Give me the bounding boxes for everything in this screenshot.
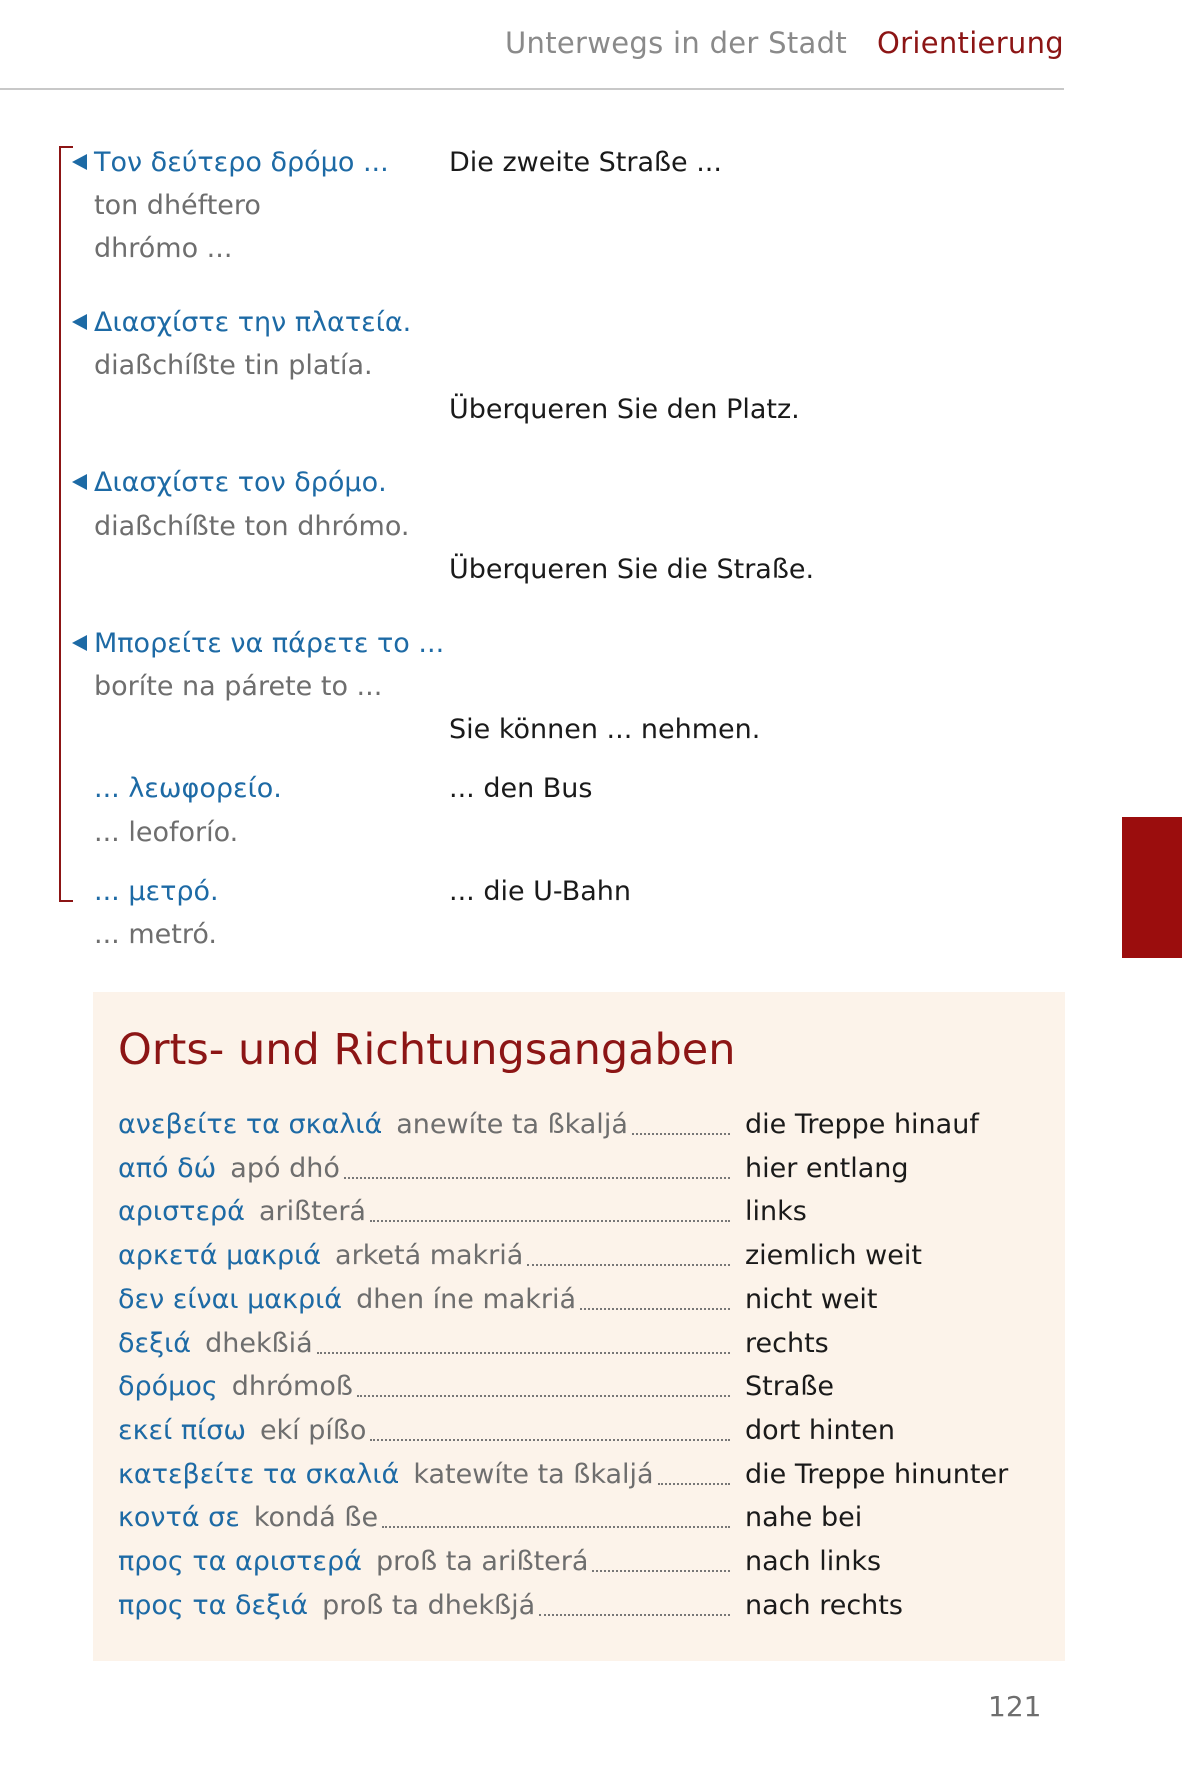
vocab-box <box>93 992 1065 1661</box>
vocab-greek: αρκετά μακριά <box>118 1240 322 1272</box>
vocab-german: rechts <box>745 1327 829 1359</box>
vocab-german: nahe bei <box>745 1502 863 1534</box>
dot-leader <box>370 1411 730 1441</box>
vocab-german: dort hinten <box>745 1414 895 1446</box>
vocab-transliteration: katewíte ta ßkaljá <box>413 1458 654 1490</box>
vocab-greek: αριστερά <box>118 1196 245 1228</box>
vocab-transliteration: anewíte ta ßkaljá <box>396 1109 628 1140</box>
header-divider <box>0 88 1064 90</box>
vocab-row <box>118 1324 1048 1364</box>
phrase-greek: ... μετρό. <box>94 876 219 907</box>
vocab-transliteration: proß ta dhekßjá <box>322 1589 536 1621</box>
phrase-transliteration: diaßchíßte tin platía. <box>94 350 373 381</box>
vocab-transliteration: kondá ße <box>253 1502 379 1534</box>
vocab-german: die Treppe hinauf <box>745 1109 979 1140</box>
dot-leader <box>317 1324 730 1354</box>
dot-leader <box>357 1367 730 1397</box>
vocab-german: hier entlang <box>745 1152 909 1184</box>
dot-leader <box>370 1192 730 1222</box>
vocab-german: die Treppe hinunter <box>745 1458 1009 1490</box>
pointer-arrow-icon <box>72 474 87 490</box>
dot-leader <box>344 1149 730 1179</box>
vocab-greek: προς τα δεξιά <box>118 1589 309 1621</box>
vocab-transliteration: dhekßiá <box>205 1327 313 1359</box>
phrase-transliteration: boríte na párete to ... <box>94 671 383 702</box>
section-title: Unterwegs in der Stadt <box>504 26 847 60</box>
vocab-greek: ανεβείτε τα σκαλιά <box>118 1109 383 1140</box>
vocab-transliteration: ekí píßo <box>259 1414 367 1446</box>
phrase-transliteration: ... metró. <box>94 919 217 950</box>
vocab-transliteration: arißterá <box>258 1196 366 1228</box>
vocab-german: ziemlich weit <box>745 1240 922 1272</box>
vocab-row <box>118 1455 1048 1495</box>
vocab-row <box>118 1498 1048 1538</box>
pointer-arrow-icon <box>72 635 87 651</box>
vocab-greek: δρόμος <box>118 1371 218 1403</box>
phrase-german: Überqueren Sie die Straße. <box>449 554 815 585</box>
phrase-german: ... den Bus <box>449 773 593 804</box>
phrase-german: Die zweite Straße ... <box>449 147 722 178</box>
phrase-greek: ... λεωφορείο. <box>94 773 282 804</box>
vocab-row <box>118 1586 1048 1626</box>
vocab-transliteration: apó dhó <box>230 1152 340 1184</box>
vocab-german: Straße <box>745 1371 834 1403</box>
dot-leader <box>382 1498 730 1528</box>
vocab-transliteration: dhen íne makriá <box>356 1283 577 1315</box>
dot-leader <box>592 1542 730 1572</box>
phrase-transliteration: ton dhéftero <box>94 190 261 221</box>
vocab-greek: κατεβείτε τα σκαλιά <box>118 1458 400 1490</box>
phrase-german: Sie können ... nehmen. <box>449 714 761 745</box>
vocab-german: nach rechts <box>745 1589 903 1621</box>
dot-leader <box>580 1280 730 1310</box>
dot-leader <box>658 1455 730 1485</box>
vocab-german: nach links <box>745 1546 882 1577</box>
vocab-greek: δεξιά <box>118 1327 192 1359</box>
chapter-title: Orientierung <box>877 26 1064 60</box>
phrase-german: Überqueren Sie den Platz. <box>449 394 800 425</box>
vocab-row <box>118 1411 1048 1451</box>
phrase-transliteration: ... leoforío. <box>94 817 239 848</box>
running-header <box>505 26 1064 60</box>
vocab-greek: προς τα αριστερά <box>118 1546 362 1577</box>
vocab-row <box>118 1105 1048 1145</box>
vocab-title: Orts- und Richtungsangaben <box>118 1025 736 1075</box>
vocab-row <box>118 1280 1048 1320</box>
vocab-transliteration: arketá makriá <box>335 1240 524 1272</box>
phrase-greek: Διασχίστε τον δρόμο. <box>94 466 387 500</box>
vocab-row <box>118 1192 1048 1232</box>
vocab-greek: εκεί πίσω <box>118 1414 246 1446</box>
phrase-greek: Μπορείτε να πάρετε το ... <box>94 627 444 661</box>
page-number: 121 <box>988 1690 1042 1723</box>
vocab-row <box>118 1236 1048 1276</box>
phrase-greek: Τον δεύτερο δρόμο ... <box>94 146 389 180</box>
vocab-row <box>118 1542 1048 1582</box>
vocab-german: nicht weit <box>745 1283 878 1315</box>
phrase-greek: Διασχίστε την πλατεία. <box>94 306 411 340</box>
dot-leader <box>539 1586 730 1616</box>
vocab-transliteration: dhrómoß <box>231 1371 353 1403</box>
dot-leader <box>527 1236 730 1266</box>
dot-leader <box>632 1105 730 1135</box>
vocab-greek: δεν είναι μακριά <box>118 1283 343 1315</box>
pointer-arrow-icon <box>72 154 87 170</box>
phrase-group-bracket <box>59 146 73 902</box>
phrase-german: ... die U-Bahn <box>449 876 631 907</box>
vocab-german: links <box>745 1196 807 1228</box>
vocab-row <box>118 1149 1048 1189</box>
phrase-transliteration: diaßchíßte ton dhrómo. <box>94 511 410 542</box>
chapter-thumb-tab <box>1122 817 1182 958</box>
vocab-greek: κοντά σε <box>118 1502 240 1534</box>
vocab-greek: από δώ <box>118 1152 217 1184</box>
pointer-arrow-icon <box>72 314 87 330</box>
vocab-row <box>118 1367 1048 1407</box>
vocab-transliteration: proß ta arißterá <box>375 1546 589 1577</box>
phrase-transliteration: dhrómo ... <box>94 233 233 264</box>
